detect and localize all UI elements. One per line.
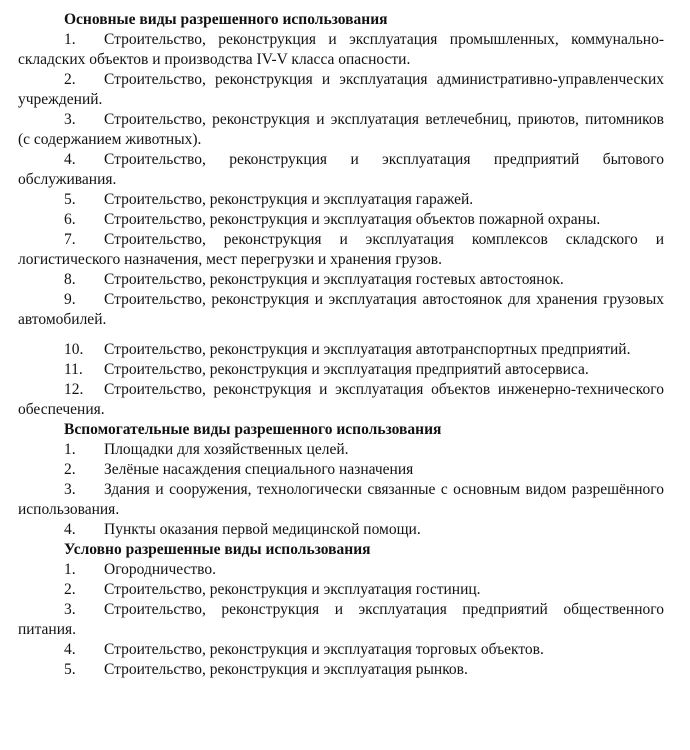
list-item	[18, 440, 664, 460]
item-number: 4.	[64, 151, 76, 168]
list-item	[18, 110, 664, 150]
list-item	[18, 380, 664, 420]
list-item	[18, 600, 664, 640]
list-item	[18, 290, 664, 330]
item-number: 11.	[64, 361, 83, 378]
list-item	[18, 520, 664, 540]
list-item	[18, 560, 664, 580]
list-item	[18, 360, 664, 380]
list-item	[18, 150, 664, 190]
list-item	[18, 340, 664, 360]
item-number: 5.	[64, 661, 76, 678]
item-number: 2.	[64, 581, 76, 598]
item-text: Строительство, реконструкция и эксплуатация гостиниц.	[104, 581, 481, 598]
section-auxiliary-uses	[18, 420, 664, 540]
list-item	[18, 270, 664, 290]
item-number: 3.	[64, 601, 76, 618]
item-text: Здания и сооружения, технологически связанные с основным видом разрешённого использования.	[18, 481, 664, 518]
item-text: Строительство, реконструкция и эксплуатация гостевых автостоянок.	[104, 271, 564, 288]
item-text: Строительство, реконструкция и эксплуатация объектов пожарной охраны.	[104, 211, 601, 228]
item-text: Пункты оказания первой медицинской помощи.	[104, 521, 421, 538]
item-text: Строительство, реконструкция и эксплуатация комплексов складского и логистического назначения, мест перегрузки и хранения грузов.	[18, 231, 664, 268]
document-page	[18, 10, 664, 680]
list-item	[18, 230, 664, 270]
item-text: Строительство, реконструкция и эксплуатация рынков.	[104, 661, 468, 678]
list-item	[18, 640, 664, 660]
section-heading: Условно разрешенные виды использования	[64, 541, 371, 558]
item-text: Строительство, реконструкция и эксплуатация предприятий общественного питания.	[18, 601, 664, 638]
spacer	[18, 330, 664, 340]
list-item	[18, 460, 664, 480]
item-number: 4.	[64, 641, 76, 658]
list-item	[18, 210, 664, 230]
list-item	[18, 190, 664, 210]
item-number: 7.	[64, 231, 76, 248]
list-item	[18, 580, 664, 600]
section-heading: Основные виды разрешенного использования	[64, 11, 388, 28]
item-text: Строительство, реконструкция и эксплуатация административно-управленческих учреждений.	[18, 71, 664, 108]
list-item	[18, 480, 664, 520]
item-text: Площадки для хозяйственных целей.	[104, 441, 349, 458]
item-text: Строительство, реконструкция и эксплуатация автостоянок для хранения грузовых автомобилей.	[18, 291, 664, 328]
item-number: 10.	[64, 341, 84, 358]
item-number: 2.	[64, 461, 76, 478]
item-text: Огородничество.	[104, 561, 216, 578]
item-number: 3.	[64, 111, 76, 128]
item-text: Строительство, реконструкция и эксплуатация ветлечебниц, приютов, питомников (с содержанием животных).	[18, 111, 664, 148]
item-number: 1.	[64, 441, 76, 458]
item-number: 4.	[64, 521, 76, 538]
item-text: Зелёные насаждения специального назначения	[104, 461, 414, 478]
item-number: 1.	[64, 31, 76, 48]
item-number: 3.	[64, 481, 76, 498]
list-item	[18, 70, 664, 110]
item-text: Строительство, реконструкция и эксплуатация объектов инженерно-технического обеспечения.	[18, 381, 664, 418]
item-text: Строительство, реконструкция и эксплуатация автотранспортных предприятий.	[104, 341, 631, 358]
section-main-uses	[18, 10, 664, 420]
item-text: Строительство, реконструкция и эксплуатация торговых объектов.	[104, 641, 544, 658]
item-number: 9.	[64, 291, 76, 308]
item-number: 2.	[64, 71, 76, 88]
item-text: Строительство, реконструкция и эксплуатация промышленных, коммунально-складских объектов и производства IV-V класса опасности.	[18, 31, 664, 68]
item-number: 1.	[64, 561, 76, 578]
item-number: 12.	[64, 381, 84, 398]
list-item	[18, 660, 664, 680]
item-number: 8.	[64, 271, 76, 288]
section-conditional-uses	[18, 540, 664, 680]
section-heading: Вспомогательные виды разрешенного использования	[64, 421, 442, 438]
list-item	[18, 30, 664, 70]
item-text: Строительство, реконструкция и эксплуатация предприятий автосервиса.	[104, 361, 589, 378]
item-number: 6.	[64, 211, 76, 228]
item-number: 5.	[64, 191, 76, 208]
item-text: Строительство, реконструкция и эксплуатация гаражей.	[104, 191, 474, 208]
item-text: Строительство, реконструкция и эксплуатация предприятий бытового обслуживания.	[18, 151, 664, 188]
